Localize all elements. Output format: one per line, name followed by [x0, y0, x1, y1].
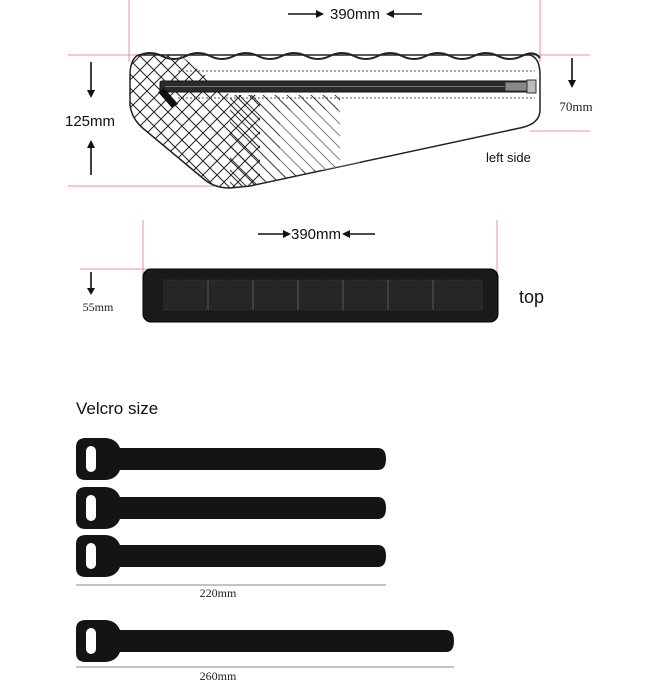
side-height-dimension [65, 62, 115, 175]
top-view [80, 220, 544, 322]
velcro-strap [76, 438, 386, 480]
rear-height-dimension [559, 58, 592, 114]
side-width-label: 390mm [329, 6, 381, 23]
top-depth-label: 55mm [82, 300, 114, 314]
rear-height-label: 70mm [559, 99, 593, 114]
side-view-bag [130, 53, 540, 190]
side-height-label: 125mm [64, 113, 116, 130]
top-width-label: 390mm [290, 226, 342, 243]
top-depth-dimension [83, 272, 114, 314]
top-view-label: top [519, 287, 545, 307]
velcro-strap-long [76, 620, 454, 662]
top-width-dimension [258, 226, 375, 243]
long-strap-length-label: 260mm [199, 669, 237, 683]
side-view [65, 0, 593, 190]
velcro-strap [76, 487, 386, 529]
velcro-title: Velcro size [76, 399, 159, 418]
short-strap-length-label: 220mm [199, 586, 237, 600]
side-view-label: left side [486, 150, 531, 165]
velcro-section [76, 399, 454, 683]
side-width-dimension [288, 6, 422, 23]
top-view-bag [143, 269, 498, 322]
velcro-strap [76, 535, 386, 577]
